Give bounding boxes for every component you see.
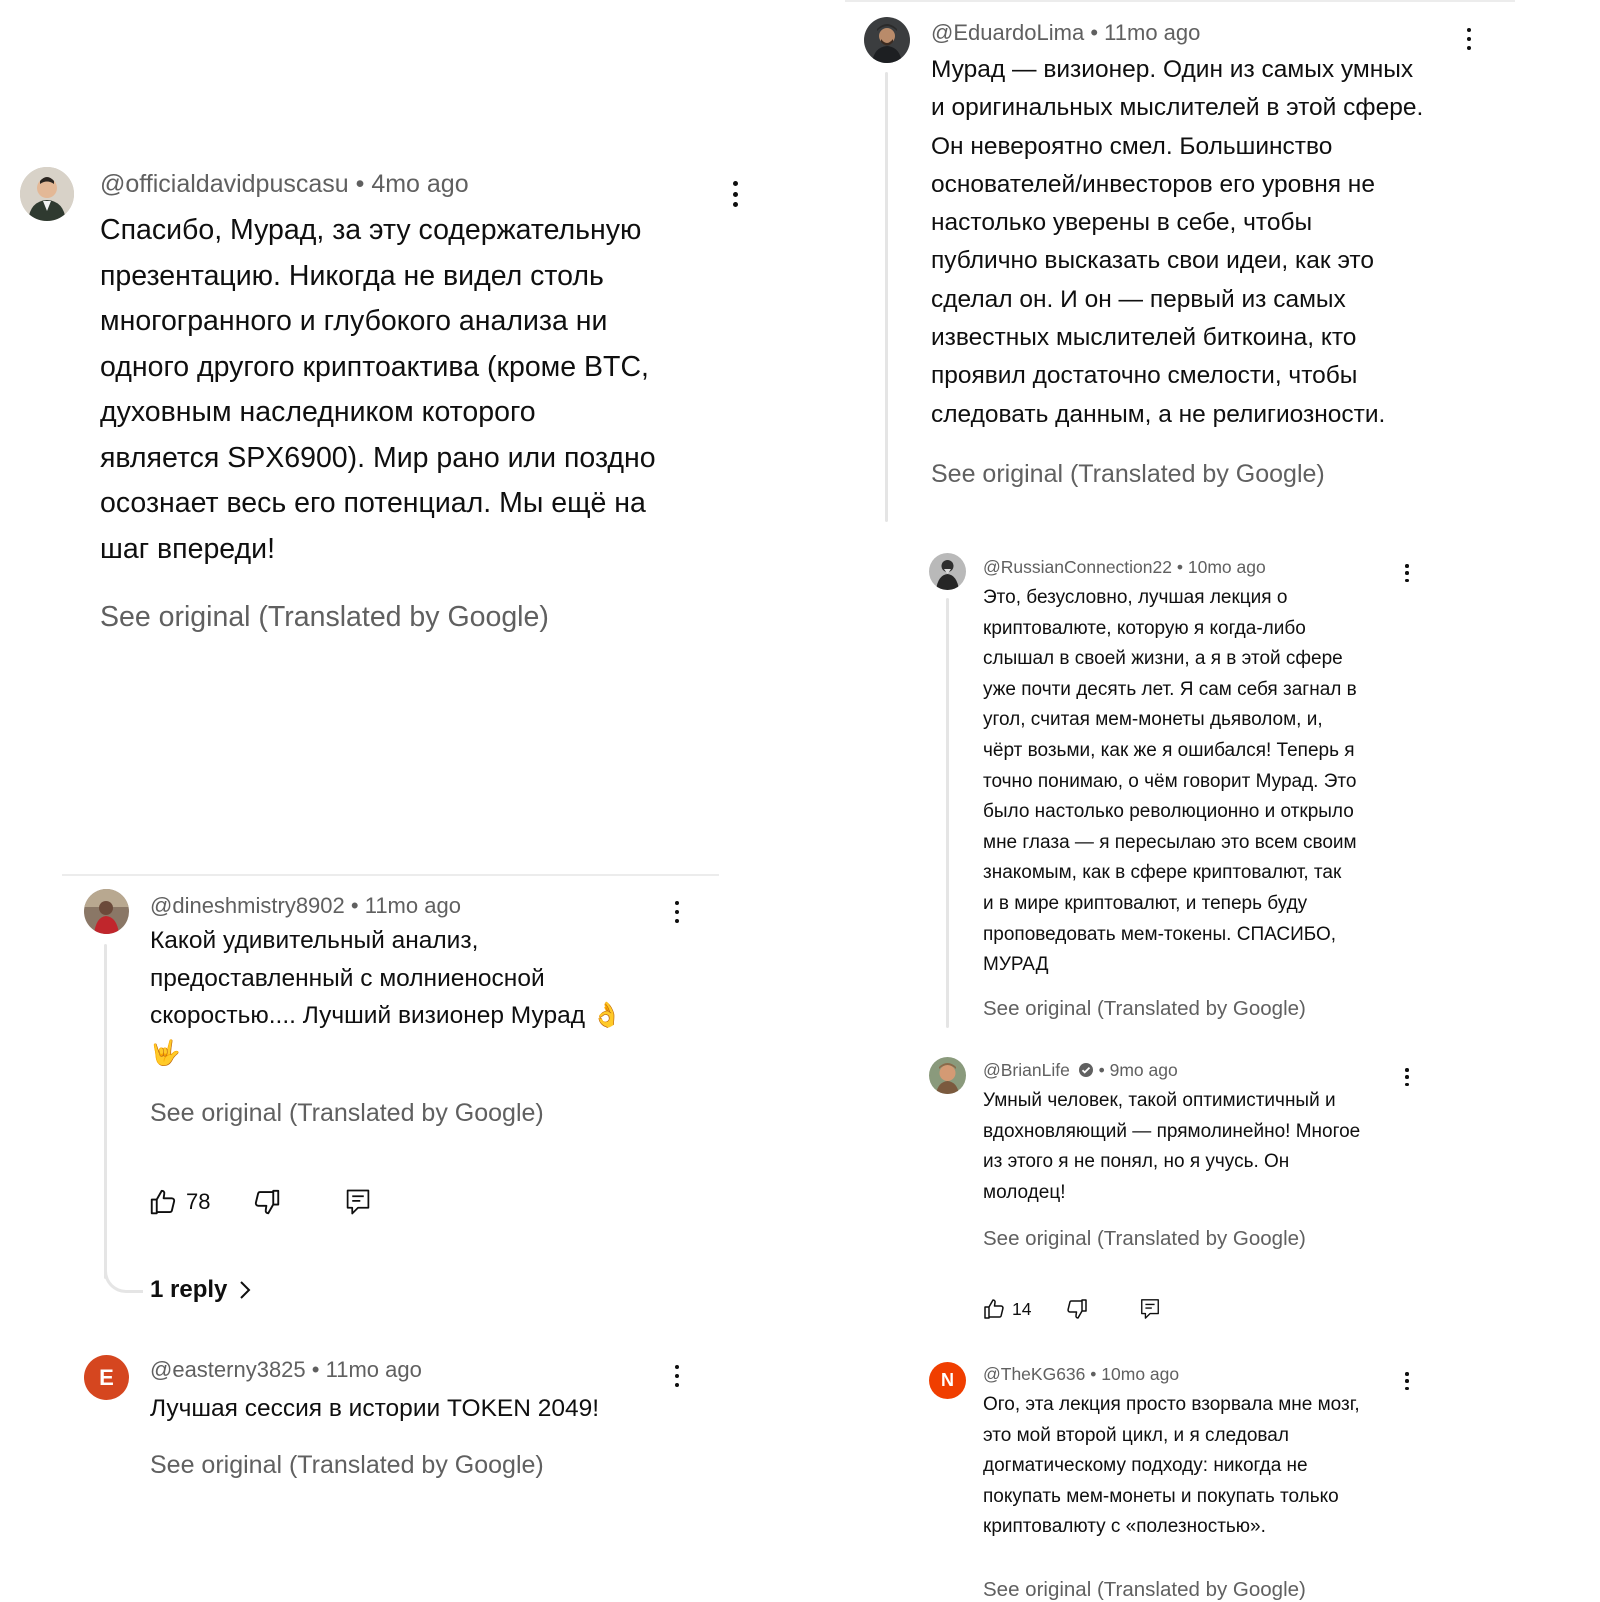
- thumb-up-icon: [982, 1297, 1006, 1321]
- avatar-russianconnection22[interactable]: [929, 553, 966, 590]
- comment-meta: [983, 1060, 1178, 1081]
- like-button[interactable]: [982, 1297, 1031, 1321]
- divider: [845, 0, 1515, 2]
- more-vert-icon[interactable]: [1404, 1372, 1410, 1390]
- verified-icon: [1078, 1062, 1094, 1078]
- meta-separator: •: [1098, 1060, 1110, 1080]
- comment-meta: [931, 20, 1200, 46]
- replies-toggle[interactable]: [150, 1276, 255, 1304]
- comment-text: Мурад — визионер. Один из самых умных и оригинальных мыслителей в этой сфере. Он невероятно смел. Большинство основателей/инвесторов его уровня не настолько уверены в себе, чтобы публично высказать свои идеи, как это сделал он. И он — первый из самых известных мыслителей биткоина, кто проявил достаточно смелости, чтобы следовать данным, а не религиозности.: [931, 56, 1424, 428]
- meta-separator: •: [350, 893, 365, 918]
- thread-line: [104, 944, 107, 1279]
- comment-meta: [150, 1357, 422, 1383]
- avatar-dineshmistry8902[interactable]: [84, 889, 129, 934]
- thread-line: [885, 72, 888, 522]
- author-handle[interactable]: @dineshmistry8902: [150, 893, 345, 918]
- more-vert-icon[interactable]: [731, 181, 739, 207]
- more-vert-icon[interactable]: [1404, 564, 1410, 582]
- avatar-image: [864, 17, 910, 63]
- comment-time[interactable]: 4mo ago: [371, 170, 469, 198]
- reply-button[interactable]: [1139, 1297, 1161, 1321]
- dislike-button[interactable]: [252, 1187, 282, 1217]
- author-handle[interactable]: @RussianConnection22: [983, 557, 1172, 577]
- see-original-link[interactable]: See original (Translated by Google): [150, 1451, 544, 1479]
- avatar-image: [929, 553, 966, 590]
- author-handle[interactable]: @BrianLife: [983, 1060, 1070, 1080]
- comment-text: Умный человек, такой оптимистичный и вдохновляющий — прямолинейно! Многое из этого я не понял, но я учусь. Он молодец!: [983, 1090, 1361, 1203]
- more-vert-icon[interactable]: [1465, 28, 1472, 50]
- meta-separator: •: [1176, 557, 1188, 577]
- thumb-down-icon: [1065, 1297, 1089, 1321]
- comment-text: Ого, эта лекция просто взорвала мне мозг, это мой второй цикл, и я следовал догматическому подходу: никогда не покупать мем-монеты и покупать только криптовалюту с «полезностью».: [983, 1394, 1360, 1538]
- meta-separator: •: [1090, 20, 1105, 45]
- see-original-link[interactable]: See original (Translated by Google): [983, 1227, 1306, 1250]
- thumb-up-icon: [148, 1187, 178, 1217]
- see-original-link[interactable]: See original (Translated by Google): [983, 1578, 1306, 1601]
- see-original-link[interactable]: See original (Translated by Google): [931, 460, 1325, 488]
- dislike-button[interactable]: [1065, 1297, 1089, 1321]
- like-count: 14: [1012, 1298, 1032, 1319]
- reply-icon: [1139, 1297, 1161, 1321]
- reply-button[interactable]: [344, 1187, 372, 1217]
- more-vert-icon[interactable]: [673, 1365, 680, 1387]
- comment-time[interactable]: 11mo ago: [364, 893, 461, 918]
- comment-text: Спасибо, Мурад, за эту содержательную презентацию. Никогда не видел столь многогранного и глубокого анализа ни одного другого криптоактива (кроме BTC, духовным наследником которого является SPX6900). Мир рано или поздно осознает весь его потенциал. Мы ещё на шаг впереди!: [100, 214, 656, 565]
- meta-separator: •: [1090, 1364, 1102, 1384]
- comment-meta: [150, 893, 461, 919]
- comment-text: Лучшая сессия в истории TOKEN 2049!: [150, 1395, 600, 1422]
- replies-label: 1 reply: [150, 1276, 228, 1303]
- avatar-brianlife[interactable]: [929, 1057, 966, 1094]
- more-vert-icon[interactable]: [1404, 1068, 1410, 1086]
- avatar-image: [929, 1057, 966, 1094]
- comment-meta: [983, 1364, 1179, 1385]
- comment-text: Какой удивительный анализ, предоставленный с молниеносной скоростью.... Лучший визионер Мурад 👌 🤟: [150, 927, 623, 1067]
- avatar-eduardolima[interactable]: [864, 17, 910, 63]
- avatar-easterny3825[interactable]: [84, 1355, 129, 1400]
- meta-separator: •: [355, 170, 372, 198]
- comment-meta: [100, 170, 469, 199]
- comment-meta: [983, 557, 1266, 578]
- comment-time[interactable]: 11mo ago: [1104, 20, 1201, 45]
- author-handle[interactable]: @TheKG636: [983, 1364, 1086, 1384]
- avatar-officialdavidpuscasu[interactable]: [20, 167, 74, 221]
- see-original-link[interactable]: See original (Translated by Google): [150, 1099, 544, 1127]
- see-original-link[interactable]: See original (Translated by Google): [100, 601, 549, 633]
- more-vert-icon[interactable]: [673, 901, 680, 923]
- avatar-thekg636[interactable]: [929, 1362, 966, 1399]
- author-handle[interactable]: @EduardoLima: [931, 20, 1085, 45]
- avatar-image: [84, 889, 129, 934]
- comment-time[interactable]: 10mo ago: [1187, 557, 1266, 577]
- thread-curve: [104, 1262, 143, 1293]
- thumb-down-icon: [252, 1187, 282, 1217]
- like-count: 78: [186, 1189, 211, 1214]
- comment-text: Это, безусловно, лучшая лекция о криптовалюте, которую я когда-либо слышал в своей жизни, а я в этой сфере уже почти десять лет. Я сам себя загнал в угол, считая мем-монеты дьяволом, и, чёрт возьми, как же я ошибался! Теперь я точно понимаю, о чём говорит Мурад. Это было настолько революционно и открыло мне глаза — я пересылаю это всем своим знакомым, как в сфере криптовалют, так и в мире криптовалют, и теперь буду проповедовать мем-токены. СПАСИБО, МУРАД: [983, 587, 1357, 976]
- like-button[interactable]: [148, 1187, 210, 1217]
- avatar-image: [20, 167, 74, 221]
- avatar-letter: N: [941, 1370, 954, 1390]
- author-handle[interactable]: @easterny3825: [150, 1357, 306, 1382]
- see-original-link[interactable]: See original (Translated by Google): [983, 997, 1306, 1020]
- comment-time[interactable]: 11mo ago: [325, 1357, 422, 1382]
- meta-separator: •: [311, 1357, 326, 1382]
- comment-time[interactable]: 10mo ago: [1101, 1364, 1180, 1384]
- chevron-right-icon: [235, 1279, 255, 1301]
- thread-line: [946, 598, 949, 1028]
- author-handle[interactable]: @officialdavidpuscasu: [100, 170, 349, 198]
- comment-time[interactable]: 9mo ago: [1109, 1060, 1178, 1080]
- divider: [62, 874, 719, 876]
- avatar-letter: E: [99, 1364, 114, 1390]
- reply-icon: [344, 1187, 372, 1217]
